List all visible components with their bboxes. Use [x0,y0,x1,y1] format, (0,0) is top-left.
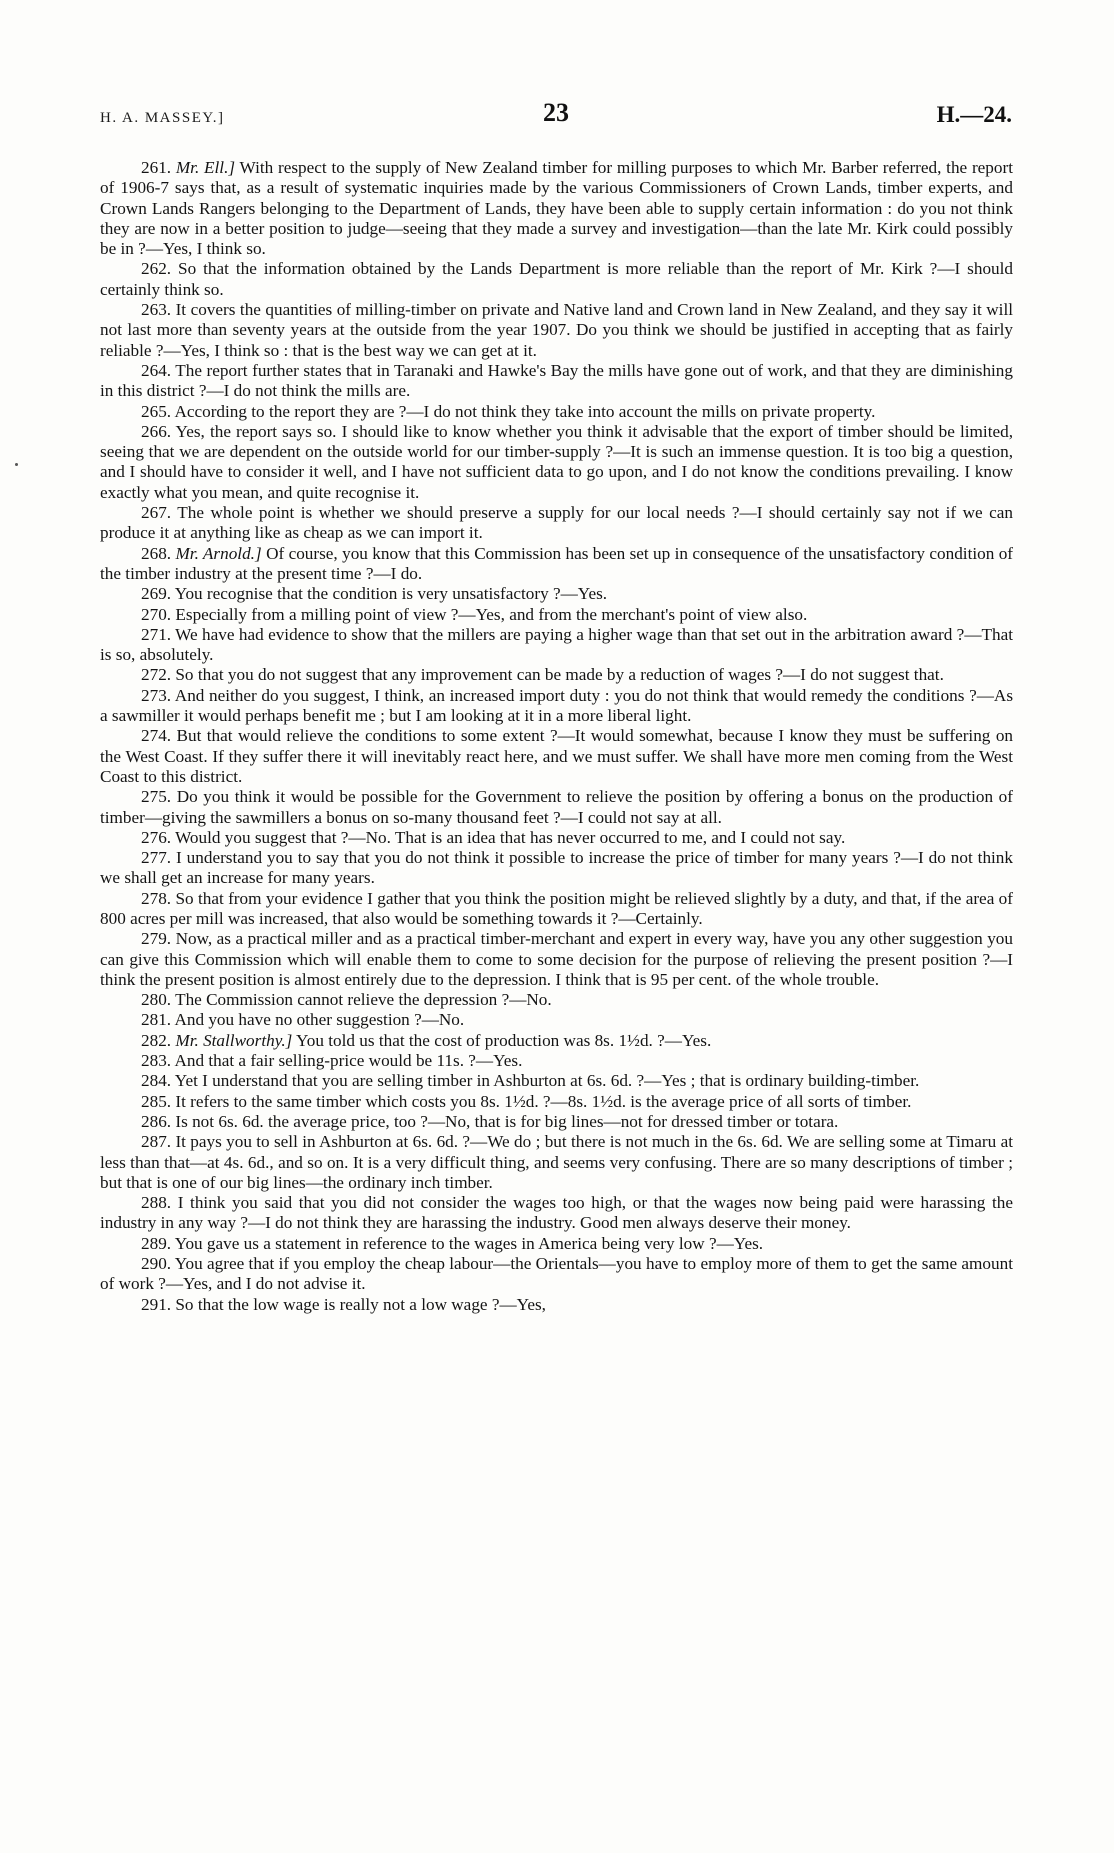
question-text: It refers to the same timber which costs you 8s. 1½d. ?—8s. 1½d. is the average price of all sorts of timber. [175,1091,912,1111]
question-paragraph [100,1051,1013,1071]
question-text: With respect to the supply of New Zealand timber for milling purposes to which Mr. Barber referred, the report of 1906-7 says that, as a result of systematic inquiries made by the various Commissioners of Crown Lands, timber experts, and Crown Lands Rangers belonging to the Department of Lands, they have been able to supply certain information : do you not think they are now in a better position to judge—seeing that they made a survey and investigation—than the late Mr. Kirk could possibly be in ?—Yes, I think so. [100,158,1013,259]
question-text: But that would relieve the conditions to some extent ?—It would somewhat, because I know they must be suffering on the West Coast. If they suffer there it will inevitably react here, and we must suffer. We shall have more men coming from the West Coast to this district. [100,726,1014,786]
question-text: You agree that if you employ the cheap labour—the Orientals—you have to employ more of them to get the same amount of work ?—Yes, and I do not advise it. [100,1254,1013,1294]
question-paragraph [100,929,1013,990]
question-number: 281. [141,1010,172,1030]
question-number: 288. [141,1193,172,1213]
question-paragraph [100,787,1013,828]
speaker-name: Mr. Stallworthy.] [175,1030,293,1050]
question-text: The report further states that in Taranaki and Hawke's Bay the mills have gone out of work, and that they are diminishing in this district ?—I do not think the mills are. [100,360,1013,401]
question-text: Of course, you know that this Commission has been set up in consequence of the unsatisfactory condition of the timber industry at the present time ?—I do. [100,543,1014,583]
question-paragraph [100,422,1013,503]
question-number: 278. [141,888,172,908]
question-paragraph [100,1193,1013,1234]
question-number: 264. [141,360,172,380]
question-paragraph [100,1295,1013,1315]
question-number: 274. [141,726,172,746]
question-paragraph [100,605,1013,625]
question-number: 261. [141,158,172,177]
question-text: Especially from a milling point of view ?—Yes, and from the merchant's point of view also. [175,604,808,624]
question-paragraph [100,300,1013,361]
question-number: 262. [141,259,172,279]
question-text: It covers the quantities of milling-timber on private and Native land and Crown land in New Zealand, and they say it will not last more than seventy years at the outside from the year 1907. Do you think we should be justified in accepting that as fairly reliable ?—Yes, I think so : that is the best way we can get at it. [100,300,1013,360]
question-paragraph [100,1112,1013,1132]
question-paragraph [100,1031,1013,1051]
question-paragraph [100,503,1013,544]
question-text: You recognise that the condition is very unsatisfactory ?—Yes. [174,584,608,604]
page-header [100,98,1012,134]
speaker-name: Mr. Ell.] [175,158,236,177]
question-paragraph [100,889,1013,930]
question-text: Yet I understand that you are selling timber in Ashburton at 6s. 6d. ?—Yes ; that is ordinary building-timber. [174,1071,920,1091]
question-text: You gave us a statement in reference to the wages in America being very low ?—Yes. [174,1233,764,1253]
question-number: 290. [141,1254,172,1274]
question-paragraph [100,361,1013,402]
question-number: 266. [141,421,172,441]
question-paragraph [100,726,1013,787]
question-number: 282. [141,1030,172,1050]
stray-mark [15,463,18,466]
question-text: I understand you to say that you do not think it possible to increase the price of timber for many years ?—I do not think we shall get an increase for many years. [100,848,1013,888]
question-paragraph [100,158,1013,259]
question-number: 283. [141,1051,172,1071]
question-text: Is not 6s. 6d. the average price, too ?—No, that is for big lines—not for dressed timber or totara. [175,1111,839,1131]
question-text: So that the information obtained by the Lands Department is more reliable than the report of Mr. Kirk ?—I should certainly think so. [100,259,1014,299]
evidence-text [100,158,1013,1315]
question-text: And you have no other suggestion ?—No. [174,1010,465,1030]
question-text: So that you do not suggest that any improvement can be made by a reduction of wages ?—I do not suggest that. [175,665,944,685]
speaker-name: Mr. Arnold.] [175,543,262,563]
question-paragraph [100,1071,1013,1091]
question-number: 272. [141,665,172,685]
question-text: Would you suggest that ?—No. That is an idea that has never occurred to me, and I could not say. [175,827,846,847]
question-text: Yes, the report says so. I should like to know whether you think it advisable that the export of timber should be limited, seeing that we are dependent on the outside world for our timber-supply ?—It is such an immense question. It is too big a question, and I should have to consider it well, and I have not sufficient data to go upon, and I do not know the conditions prevailing. I know exactly what you mean, and quite recognise it. [100,421,1013,502]
question-text: It pays you to sell in Ashburton at 6s. 6d. ?—We do ; but there is not much in the 6s. 6d. We are selling some at Timaru at less than that—at 4s. 6d., and so on. It is a very difficult thing, and seems very confusing. There are so many descriptions of timber ; but that is one of our big lines—the ordinary inch timber. [100,1132,1014,1192]
question-number: 289. [141,1233,172,1253]
question-text: I think you said that you did not consider the wages too high, or that the wages now being paid were harassing the industry in any way ?—I do not think they are harassing the industry. Good men always deserve their money. [100,1193,1014,1233]
question-number: 285. [141,1091,172,1111]
question-number: 276. [141,827,172,847]
question-text: Do you think it would be possible for the Government to relieve the position by offering a bonus on the production of timber—giving the sawmillers a bonus on so-many thousand feet ?—I could not say at all. [100,787,1013,827]
question-paragraph [100,1254,1013,1295]
question-number: 271. [141,624,172,644]
question-paragraph [100,665,1013,685]
paper-reference: H.—24. [936,102,1012,127]
witness-name: H. A. MASSEY.] [100,110,225,126]
question-text: So that from your evidence I gather that you think the position might be relieved slightly by a duty, and that, if the area of 800 acres per mill was increased, that also would be something towards it ?—Certainly. [100,888,1013,928]
question-paragraph [100,1132,1013,1193]
question-number: 270. [141,604,172,624]
question-number: 277. [141,848,172,868]
question-number: 291. [141,1294,172,1314]
question-number: 287. [141,1132,172,1152]
question-number: 269. [141,584,172,604]
question-paragraph [100,990,1013,1010]
question-text: So that the low wage is really not a low wage ?—Yes, [175,1294,546,1314]
question-paragraph [100,625,1013,666]
question-paragraph [100,828,1013,848]
question-paragraph [100,402,1013,422]
question-paragraph [100,544,1013,585]
question-number: 267. [141,503,172,523]
question-number: 279. [141,929,172,949]
question-paragraph [100,848,1013,889]
question-number: 275. [141,787,172,807]
question-paragraph [100,686,1013,727]
question-text: We have had evidence to show that the millers are paying a higher wage than that set out in the arbitration award ?—That is so, absolutely. [100,624,1013,665]
question-number: 268. [141,543,172,563]
question-number: 286. [141,1111,172,1131]
question-text: The Commission cannot relieve the depression ?—No. [175,990,552,1010]
question-text: You told us that the cost of production was 8s. 1½d. ?—Yes. [296,1030,712,1050]
question-paragraph [100,1234,1013,1254]
page-number: 23 [543,98,569,127]
question-number: 280. [141,990,172,1010]
question-paragraph [100,1092,1013,1112]
question-text: Now, as a practical miller and as a practical timber-merchant and expert in every way, have you any other suggestion you can give this Commission which will enable them to come to some decision for the purpose of relieving the present position ?—I think the present position is almost entirely due to the depression. I think that is 95 per cent. of the whole trouble. [100,929,1013,989]
question-text: The whole point is whether we should preserve a supply for our local needs ?—I should certainly say not if we can produce it at anything like as cheap as we can import it. [100,503,1013,543]
question-paragraph [100,584,1013,604]
question-number: 265. [141,401,172,421]
question-paragraph [100,259,1013,300]
question-number: 263. [141,300,172,320]
question-text: And neither do you suggest, I think, an increased import duty : you do not think that would remedy the conditions ?—As a sawmiller it would perhaps benefit me ; but I am looking at it in a more liberal light. [100,685,1014,726]
question-number: 273. [141,685,172,705]
question-text: According to the report they are ?—I do not think they take into account the mills on private property. [174,401,876,421]
question-text: And that a fair selling-price would be 11s. ?—Yes. [174,1051,523,1071]
question-paragraph [100,1010,1013,1030]
question-number: 284. [141,1071,172,1091]
